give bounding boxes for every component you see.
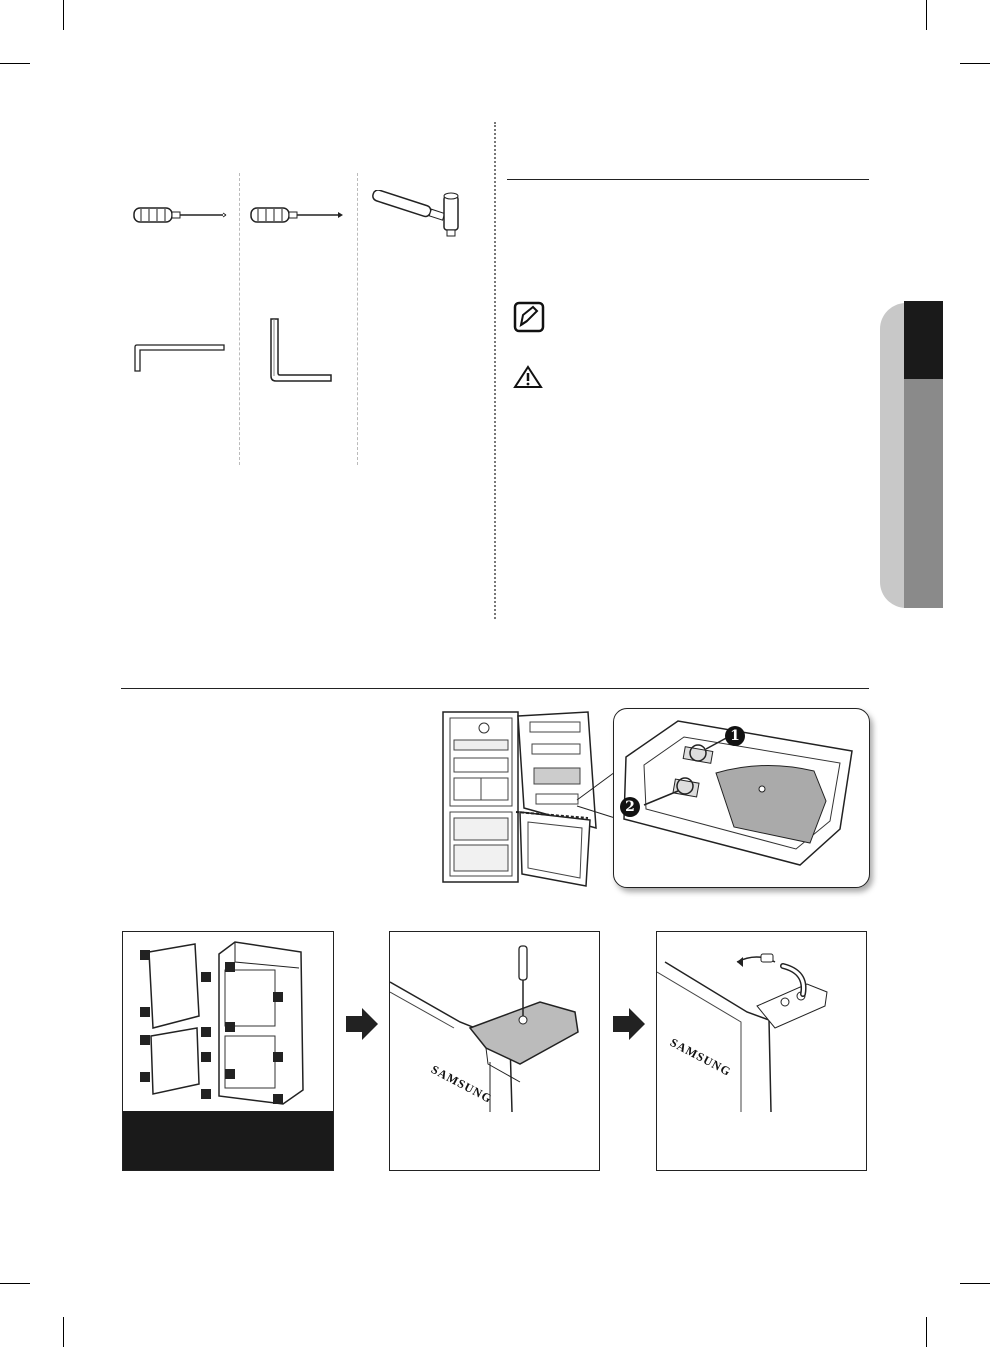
crop-mark xyxy=(0,63,30,64)
detail-zoom-panel xyxy=(613,708,870,888)
tool-divider xyxy=(357,173,358,465)
section-rule xyxy=(507,179,869,180)
section-rule xyxy=(121,688,869,689)
tool-divider xyxy=(239,173,240,465)
small-hex-key-icon xyxy=(132,343,227,373)
part-marker xyxy=(273,1052,283,1062)
callout-number-2: 2 xyxy=(620,797,640,817)
door-brand-label: SAMSUNG xyxy=(428,1062,495,1106)
part-marker xyxy=(201,1052,211,1062)
part-marker xyxy=(140,950,150,960)
part-marker xyxy=(225,1022,235,1032)
step-3-panel xyxy=(656,931,867,1171)
part-marker xyxy=(273,1094,283,1104)
step-1-caption-band xyxy=(123,1111,333,1170)
part-marker xyxy=(140,1007,150,1017)
hinge-cover-removal-drawing xyxy=(390,932,599,1170)
part-marker xyxy=(225,1069,235,1079)
part-marker xyxy=(201,1089,211,1099)
crop-mark xyxy=(960,63,990,64)
note-icon xyxy=(513,301,545,333)
step-2-panel xyxy=(389,931,600,1171)
crop-mark xyxy=(926,1317,927,1347)
crop-mark xyxy=(926,0,927,30)
warning-icon xyxy=(513,365,543,389)
crop-mark xyxy=(63,1317,64,1347)
step-1-panel xyxy=(122,931,334,1171)
part-marker xyxy=(225,962,235,972)
socket-wrench-icon xyxy=(368,190,468,240)
part-marker xyxy=(140,1072,150,1082)
crop-mark xyxy=(63,0,64,30)
chapter-tab-inactive xyxy=(904,379,943,608)
part-marker xyxy=(201,1027,211,1037)
door-brand-label: SAMSUNG xyxy=(667,1035,734,1079)
callout-number-1: 1 xyxy=(725,726,745,746)
column-divider xyxy=(494,122,496,619)
part-marker xyxy=(140,1035,150,1045)
crop-mark xyxy=(0,1283,30,1284)
phillips-screwdriver-icon xyxy=(250,205,345,225)
part-marker xyxy=(273,992,283,1002)
arrow-right-icon xyxy=(344,1006,380,1042)
chapter-tab-active xyxy=(904,301,943,379)
flat-screwdriver-icon xyxy=(133,205,228,225)
crop-mark xyxy=(960,1283,990,1284)
large-hex-key-icon xyxy=(268,316,334,384)
arrow-right-icon xyxy=(611,1006,647,1042)
part-marker xyxy=(201,972,211,982)
